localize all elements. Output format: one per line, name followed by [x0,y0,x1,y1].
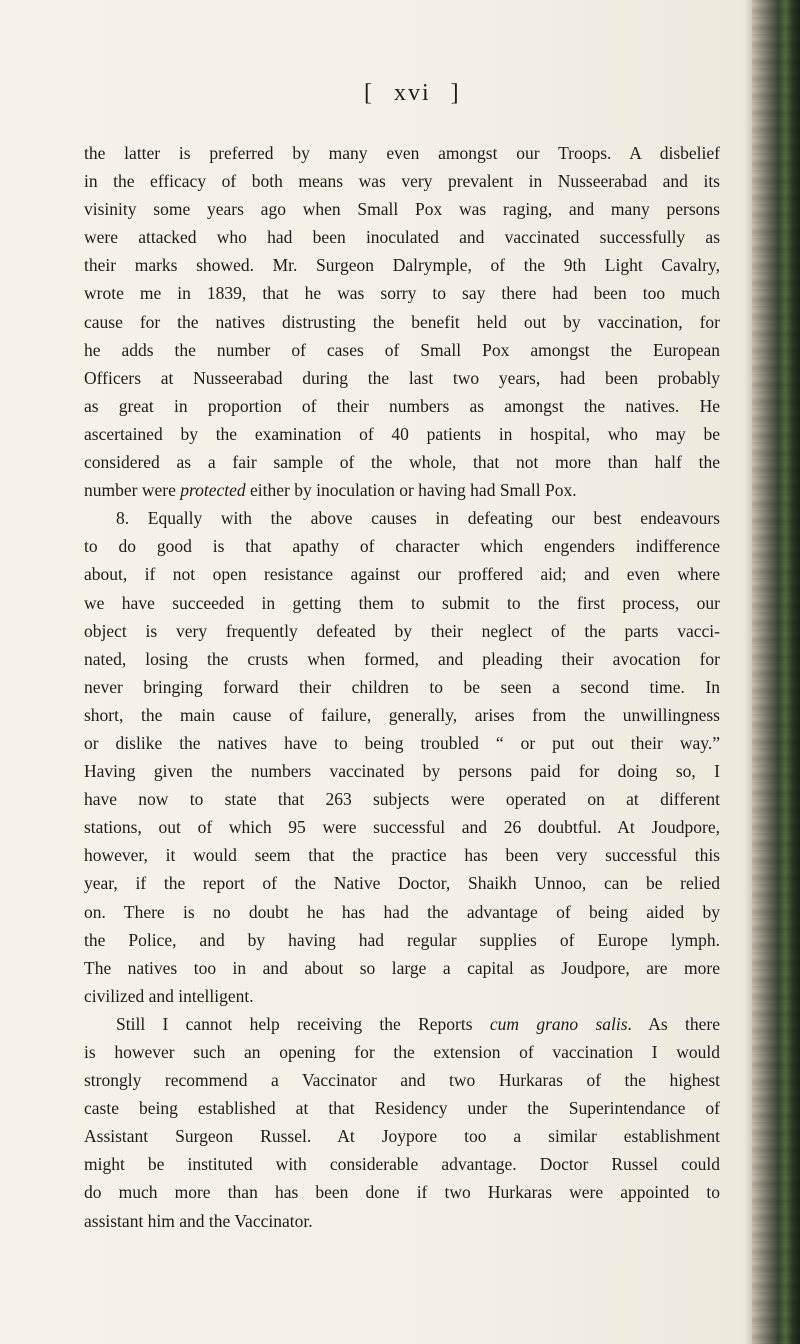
text-line: is however such an opening for the extension of vaccination I would [84,1042,720,1062]
page-edge-binding [752,0,800,1344]
text-line: The natives too in and about so large a capital as Joudpore, are more [84,957,720,978]
text-line: he adds the number of cases of Small Pox amongst the European [84,339,720,360]
text-line: to do good is that apathy of character which engenders indifference [84,536,720,557]
text-line: in the efficacy of both means was very prevalent in Nusseerabad and its [84,171,720,192]
text-line: civilized and intelligent. [84,985,254,1006]
text-line: Officers at Nusseerabad during the last two years, had been probably [84,367,720,388]
page-number: [ xvi ] [364,80,461,106]
text-line: never bringing forward their children to be seen a second time. In [84,676,720,697]
text-line: were attacked who had been inoculated and vaccinated successfully as [84,227,720,248]
text-line: their marks showed. Mr. Surgeon Dalrymple, of the 9th Light Cavalry, [84,255,720,276]
text-line: short, the main cause of failure, generally, arises from the unwillingness [84,704,720,725]
text-line: do much more than has been done if two Hurkaras were appointed to [84,1182,720,1203]
text-line: ascertained by the examination of 40 patients in hospital, who may be [84,423,720,444]
text-line: 8. Equally with the above causes in defeating our best endeavours [116,508,720,529]
text-line: visinity some years ago when Small Pox was raging, and many persons [84,199,720,220]
text-line: Still I cannot help receiving the Reports cum grano salis. As there [116,1013,720,1034]
text-line: assistant him and the Vaccinator. [84,1210,313,1231]
text-line: as great in proportion of their numbers as amongst the natives. He [84,395,720,416]
text-line: cause for the natives distrusting the benefit held out by vaccination, for [84,311,720,332]
text-line: might be instituted with considerable advantage. Doctor Russel could [84,1154,720,1175]
text-line: on. There is no doubt he has had the advantage of being aided by [84,901,720,922]
text-line: the Police, and by having had regular supplies of Europe lymph. [84,929,720,950]
text-line: Assistant Surgeon Russel. At Joypore too a similar establishment [84,1126,720,1147]
text-line: stations, out of which 95 were successful and 26 doubtful. At Joudpore, [84,817,720,838]
text-line: caste being established at that Residency under the Superintendance of [84,1098,720,1119]
text-line: wrote me in 1839, that he was sorry to say there had been too much [84,283,720,304]
text-line: about, if not open resistance against our proffered aid; and even where [84,564,720,585]
text-line: strongly recommend a Vaccinator and two Hurkaras of the highest [84,1070,720,1091]
text-line: year, if the report of the Native Doctor, Shaikh Unnoo, can be relied [84,873,720,894]
text-line: number were protected either by inoculation or having had Small Pox. [84,480,577,501]
text-line: nated, losing the crusts when formed, and pleading their avocation for [84,648,720,669]
body-text [84,139,720,1235]
text-line: object is very frequently defeated by their neglect of the parts vacci- [84,620,720,641]
text-line: we have succeeded in getting them to submit to the first process, our [84,592,720,613]
text-line: Having given the numbers vaccinated by persons paid for doing so, I [84,761,720,782]
text-line: have now to state that 263 subjects were operated on at different [84,789,720,810]
text-line: or dislike the natives have to being troubled “ or put out their way.” [84,732,720,753]
text-line: considered as a fair sample of the whole, that not more than half the [84,452,720,473]
text-line: the latter is preferred by many even amongst our Troops. A disbelief [84,143,720,163]
text-line: however, it would seem that the practice has been very successful this [84,845,720,866]
